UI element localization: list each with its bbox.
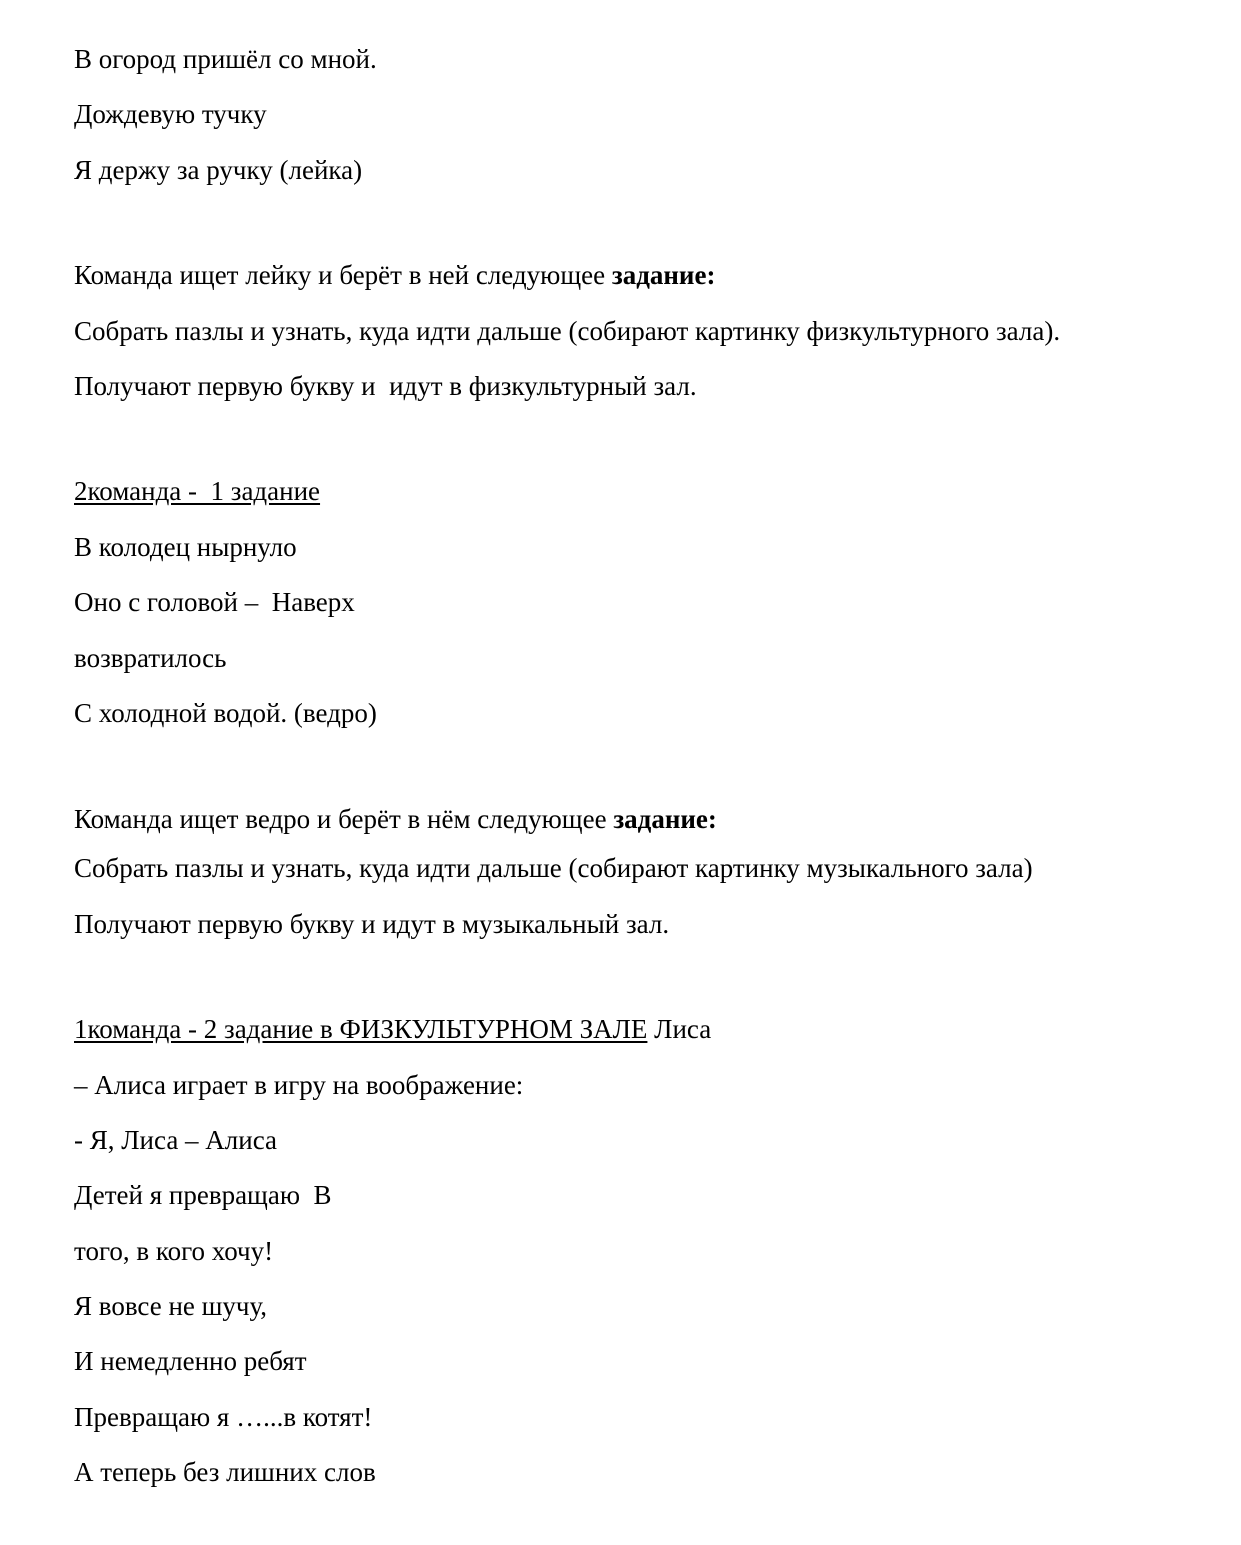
section-heading: 2команда - 1 задание (74, 476, 321, 506)
poem-line: - Я, Лиса – Алиса (74, 1125, 278, 1155)
poem-line: И немедленно ребят (74, 1346, 307, 1376)
search-instruction-text: Команда ищет ведро и берёт в нём следующее (74, 804, 614, 834)
section-heading (74, 1013, 711, 1045)
search-instruction (74, 803, 717, 835)
poem-line: Превращаю я …...в котят! (74, 1402, 373, 1432)
search-instruction (74, 259, 715, 291)
poem-line: А теперь без лишних слов (74, 1457, 376, 1487)
search-instruction-text: Команда ищет лейку и берёт в ней следующее (74, 260, 612, 290)
riddle-line: В колодец нырнуло (74, 532, 297, 562)
poem-line: Я вовсе не шучу, (74, 1291, 268, 1321)
riddle-line: С холодной водой. (ведро) (74, 698, 377, 728)
riddle-line: Я держу за ручку (лейка) (74, 155, 363, 185)
poem-line: того, в кого хочу! (74, 1236, 274, 1266)
riddle-line: Оно с головой – Наверх (74, 587, 355, 617)
riddle-line: Дождевую тучку (74, 99, 267, 129)
section-heading-underlined: 1команда - 2 задание в ФИЗКУЛЬТУРНОМ ЗАЛЕ (74, 1014, 648, 1044)
task-label: задание: (611, 260, 716, 290)
task-line: Получают первую букву и идут в музыкальный зал. (74, 909, 670, 939)
section-heading-rest: Лиса (647, 1014, 712, 1044)
riddle-line: возвратилось (74, 643, 227, 673)
task-line: Собрать пазлы и узнать, куда идти дальше (собирают картинку физкультурного зала). (74, 316, 1061, 346)
task-label: задание: (613, 804, 717, 834)
task-line: Получают первую букву и идут в физкультурный зал. (74, 371, 697, 401)
poem-line: – Алиса играет в игру на воображение: (74, 1070, 524, 1100)
task-line: Собрать пазлы и узнать, куда идти дальше (собирают картинку музыкального зала) (74, 853, 1033, 883)
riddle-line: В огород пришёл со мной. (74, 44, 377, 74)
poem-line: Детей я превращаю В (74, 1180, 332, 1210)
